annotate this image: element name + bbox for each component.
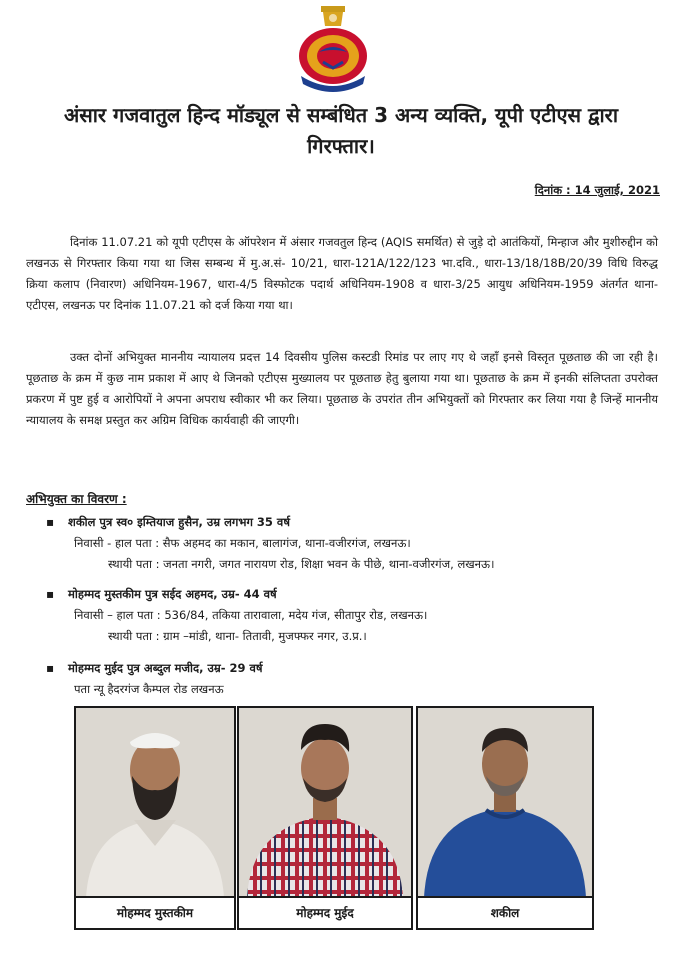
document-date: दिनांक : 14 जुलाई, 2021 xyxy=(534,183,660,197)
accused-address-current: निवासी - हाल पता : सैफ अहमद का मकान, बालागंज, थाना-वजीरगंज, लखनऊ। xyxy=(74,536,411,550)
accused-item xyxy=(46,512,646,575)
accused-name: मोहम्मद मुस्तकीम पुत्र सईद अहमद, उम्र- 44 वर्ष xyxy=(68,587,277,601)
paragraph-2: उक्त दोनों अभियुक्त माननीय न्यायालय प्रदत्त 14 दिवसीय पुलिस कस्टडी रिमांड पर लाए गए थे जहाँ इनसे विस्तृत पूछताछ की जा रही है।पूछताछ के क्रम में कुछ नाम प्रकाश में आए थे जिनको एटीएस मुख्यालय पर पूछताछ हेतु बुलाया गया था। पूछताछ के क्रम में इनकी संलिप्तता उपरोक्त प्रकरण में पुष्ट हुई व आरोपियों ने अपना अपराध स्वीकार भी कर लिया। पूछताछ के उपरांत तीन अभियुक्तों को गिरफ्तार कर लिया गया है जिन्हें माननीय न्यायालय के समक्ष प्रस्तुत कर अग्रिम विधिक कार्यवाही की जाएगी। xyxy=(26,350,658,427)
accused-address-permanent: स्थायी पता : ग्राम –मांडी, थाना- तितावी, मुजफ्फर नगर, उ.प्र.। xyxy=(108,629,367,643)
photo-caption: मोहम्मद मुईद xyxy=(239,896,411,928)
up-police-emblem-icon xyxy=(293,4,373,92)
person-photo-icon xyxy=(239,708,411,898)
accused-name: मोहम्मद मुईद पुत्र अब्दुल मजीद, उम्र- 29 वर्ष xyxy=(68,661,263,675)
photo-shakeel xyxy=(416,706,594,930)
paragraph-1: दिनांक 11.07.21 को यूपी एटीएस के ऑपरेशन में अंसार गजवतुल हिन्द (AQIS समर्थित) से जुड़े दो आतंकियों, मिन्हाज और मुशीरुद्दीन को लखनऊ से गिरफ्तार किया गया था जिस सम्बन्ध में मु.अ.सं- 10/21, धारा-121A/122/123 भा.दवि., धारा-13/18/18B/20/39 विधि विरुद्ध क्रिया कलाप (निवारण) अधिनियम-1967, धारा-4/5 विस्फोटक पदार्थ अधिनियम-1908 व धारा-3/25 आयुध अधिनियम-1959 अंतर्गत थाना-एटीएस, लखनऊ पर दिनांक 11.07.21 को दर्ज किया गया था। xyxy=(26,235,658,312)
accused-item xyxy=(46,584,646,647)
accused-item xyxy=(46,658,646,700)
photo-moid xyxy=(237,706,413,930)
accused-address: पता न्यू हैदरगंज कैम्पल रोड लखनऊ xyxy=(74,682,224,696)
person-photo-icon xyxy=(418,708,592,898)
person-photo-icon xyxy=(76,708,234,898)
photo-mustakeem xyxy=(74,706,236,930)
accused-name: शकील पुत्र स्व० इम्तियाज हुसैन, उम्र लगभग 35 वर्ष xyxy=(68,515,290,529)
photo-caption: शकील xyxy=(418,896,592,928)
accused-address-current: निवासी – हाल पता : 536/84, तकिया तारावाला, मदेय गंज, सीतापुर रोड, लखनऊ। xyxy=(74,608,428,622)
page-title: अंसार गजवातुल हिन्द मॉड्यूल से सम्बंधित 3 अन्य व्यक्ति, यूपी एटीएस द्वारा गिरफ्तार। xyxy=(63,103,619,158)
photo-caption: मोहम्मद मुस्तकीम xyxy=(76,896,234,928)
accused-heading: अभियुक्त का विवरण : xyxy=(26,492,127,506)
accused-address-permanent: स्थायी पता : जनता नगरी, जगत नारायण रोड, शिक्षा भवन के पीछे, थाना-वजीरगंज, लखनऊ। xyxy=(108,557,495,571)
